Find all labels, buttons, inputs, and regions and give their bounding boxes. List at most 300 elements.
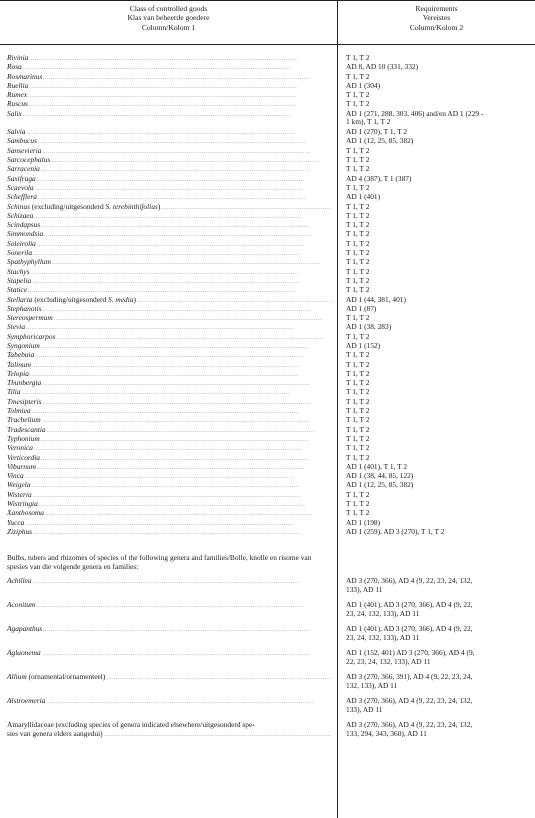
table-row (0, 82, 535, 91)
table-row (0, 165, 535, 174)
table-row (0, 519, 535, 528)
genus-name (7, 323, 25, 331)
table-row (0, 63, 535, 72)
table-row (0, 528, 535, 537)
genus-name (7, 444, 33, 452)
requirement-text: T 1, T 2 (346, 396, 370, 406)
genus-name (7, 649, 41, 657)
requirement-text: AD 1 (304) (346, 80, 381, 90)
requirement-text: 23, 24, 132, 133), AD 11 (346, 608, 420, 618)
requirement-cell (346, 268, 526, 276)
genus-cell (7, 649, 332, 659)
requirement-cell (346, 156, 526, 164)
genus-italic: Allium (7, 672, 27, 682)
genus-name (7, 454, 40, 462)
column-2-number: Column/Kolom 2 (409, 22, 464, 32)
genus-italic: Symphoricarpos (7, 331, 56, 341)
requirement-cell (346, 63, 526, 71)
table-row (0, 184, 535, 193)
genus-name (7, 351, 34, 359)
requirement-text: T 1, T 2 (346, 387, 370, 397)
requirement-cell (346, 697, 526, 714)
genus-italic: Agapanthus (7, 624, 43, 634)
requirement-cell (346, 673, 526, 690)
genus-italic: Tilia (7, 387, 21, 397)
table-row (0, 54, 535, 63)
genus-italic: Tradescantia (7, 424, 46, 434)
requirement-text: AD 3 (270, 366, 391), AD 4 (9, 22, 23, 24, (346, 672, 473, 682)
genus-cell (7, 673, 332, 683)
table-row (0, 137, 535, 146)
genus-name (7, 184, 34, 192)
genus-line-2 (7, 730, 332, 740)
requirement-cell (346, 407, 526, 415)
section-spacer (0, 537, 535, 553)
table-row (0, 268, 535, 277)
genera-table (0, 54, 535, 745)
genus-name (7, 175, 36, 183)
table-row (0, 91, 535, 100)
requirement-text: T 1, T 2 (346, 275, 370, 285)
genus-italic: Telopia (7, 368, 29, 378)
genus-name (7, 491, 32, 499)
genus-italic: Schinus (7, 201, 30, 211)
genus-qualifier: (ornamental/ornamenteel) (26, 672, 106, 682)
genus-cell (7, 601, 332, 611)
genus-name (7, 500, 38, 508)
table-row (0, 407, 535, 416)
requirement-cell (346, 601, 526, 618)
column-1-title-af: Klas van beheerde goedere (127, 13, 210, 23)
table-row (0, 481, 535, 490)
table-row (0, 416, 535, 425)
genus-name (7, 528, 32, 536)
requirement-cell (346, 314, 526, 322)
genus-italic: Sarcocephalus (7, 155, 51, 165)
genus-italic: Ruscus (7, 99, 28, 109)
dot-leader (23, 110, 332, 120)
genus-plain: Amaryllidaceae (7, 720, 54, 730)
requirement-text: T 1, T 2 (346, 489, 370, 499)
genus-name (7, 286, 27, 294)
requirement-cell (346, 351, 526, 359)
genus-name (7, 54, 28, 62)
genus-name (7, 333, 55, 341)
genus-italic: Sonerila (7, 248, 33, 258)
requirement-text: T 1, T 2 (346, 285, 370, 295)
requirement-text: AD 3 (270, 366), AD 4 (9, 22, 23, 24, 132, (346, 576, 473, 586)
dot-leader (106, 673, 332, 683)
requirement-text: AD 1 (401), T 1, T 2 (346, 461, 408, 471)
genus-name (7, 673, 105, 681)
genus-name (7, 165, 40, 173)
genus-name (7, 697, 45, 705)
requirement-cell (346, 147, 526, 155)
genus-continuation: sies van genera elders aangedui) (7, 728, 103, 738)
requirement-cell (346, 333, 526, 341)
requirement-cell (346, 435, 526, 443)
requirement-text: T 1, T 2 (346, 499, 370, 509)
genus-italic: Aconitum (7, 600, 36, 610)
requirement-cell (346, 388, 526, 396)
column-1-number: Column/Kolom 1 (141, 22, 196, 32)
requirement-text: T 1, T 2 (346, 424, 370, 434)
genus-italic: Xanthosoma (7, 508, 44, 518)
requirement-cell (346, 128, 526, 136)
genus-cell-multiline (7, 721, 332, 740)
requirement-text: T 1, T 2 (346, 145, 370, 155)
requirement-cell (346, 54, 526, 62)
table-row (0, 379, 535, 388)
table-row (0, 435, 535, 444)
genus-italic: Simmondsia (7, 229, 44, 239)
table-row (0, 601, 535, 625)
genus-italic: Salvia (7, 127, 26, 137)
genus-name (7, 82, 28, 90)
genus-italic: Sarracenia (7, 164, 40, 174)
requirement-cell (346, 249, 526, 257)
requirement-text: T 1, T 2 (346, 210, 370, 220)
table-row (0, 333, 535, 342)
requirement-cell (346, 398, 526, 406)
dot-leader (104, 730, 332, 740)
requirement-text: T 1, T 2 (346, 331, 370, 341)
requirement-text: T 1, T 2 (346, 155, 370, 165)
genus-name (7, 577, 32, 585)
genus-name (7, 137, 37, 145)
genus-italic: Schefflera (7, 192, 37, 202)
table-row (0, 388, 535, 397)
requirement-cell (346, 91, 526, 99)
requirement-cell (346, 221, 526, 229)
dot-leader (36, 601, 332, 611)
genus-italic: Viburnum (7, 461, 37, 471)
requirement-text: T 1, T 2 (346, 368, 370, 378)
genus-name (7, 147, 41, 155)
requirement-cell (346, 286, 526, 294)
genus-excluded-species: S. media (108, 294, 134, 304)
requirement-cell (346, 625, 526, 642)
requirement-text: AD 4 (387), T 1 (387) (346, 173, 412, 183)
genus-cell (7, 721, 332, 740)
genus-name (7, 73, 42, 81)
requirement-text: AD 1 (401) (346, 192, 381, 202)
genus-italic: Rosmarinus (7, 71, 43, 81)
requirement-text: AD 1 (152, 401) AD 3 (270, 366), AD 4 (9, (346, 648, 475, 658)
requirement-text: T 1, T 2 (346, 508, 370, 518)
requirement-text: 133), AD 11 (346, 704, 383, 714)
column-1-title-en: Class of controlled goods (129, 4, 208, 13)
genus-italic: Scindapsus (7, 220, 41, 230)
genus-italic: Tmesipteris (7, 396, 42, 406)
table-row (0, 249, 535, 258)
column-1-header (0, 4, 337, 32)
genus-name (7, 212, 33, 220)
requirement-text: 22, 23, 24, 132, 133), AD 11 (346, 656, 431, 666)
genus-name (7, 296, 136, 304)
genus-italic: Stevia (7, 322, 26, 332)
requirement-text: AD 1 (152) (346, 341, 381, 350)
requirement-text: T 1, T 2 (346, 313, 370, 323)
genus-italic: Trachelium (7, 415, 41, 425)
table-row (0, 73, 535, 82)
genus-excluded-species: S. terebinthifolius (105, 201, 158, 211)
requirement-text: T 1, T 2 (346, 452, 370, 462)
dot-leader (33, 577, 332, 587)
genus-italic: Talinum (7, 359, 31, 369)
genus-name (7, 100, 28, 108)
genus-name (7, 388, 21, 396)
genus-name (7, 268, 30, 276)
requirement-text: AD 8, AD 10 (331, 332) (346, 62, 419, 72)
genus-name (7, 305, 42, 313)
genus-italic: Stereospermum (7, 313, 53, 323)
table-row (0, 491, 535, 500)
dot-leader (33, 528, 332, 538)
requirement-text: T 1, T 2 (346, 164, 370, 174)
requirement-cell (346, 361, 526, 369)
genus-italic: Wisteria (7, 489, 32, 499)
table-row (0, 156, 535, 165)
genus-name (7, 435, 40, 443)
table-row (0, 175, 535, 184)
table-row (0, 230, 535, 239)
requirement-text: T 1, T 2 (346, 266, 370, 276)
requirement-cell (346, 193, 526, 201)
requirement-cell (346, 165, 526, 173)
genus-italic: Spathyphyllum (7, 257, 51, 267)
table-row (0, 296, 535, 305)
genus-italic: Verticordia (7, 452, 40, 462)
genus-cell (7, 577, 332, 587)
genus-italic: Sambucus (7, 136, 37, 146)
genus-name (7, 426, 46, 434)
requirement-cell (346, 277, 526, 285)
genus-italic: Statice (7, 285, 28, 295)
column-2-title-af: Vereistes (422, 13, 451, 23)
requirement-text: T 1, T 2 (346, 229, 370, 239)
table-row (0, 361, 535, 370)
genus-cell (7, 697, 332, 707)
requirement-text: T 1, T 2 (346, 415, 370, 425)
requirement-cell (346, 258, 526, 266)
genus-italic: Tolmiea (7, 406, 31, 416)
genus-italic: Rivinia (7, 53, 29, 62)
requirement-text: T 1, T 2 (346, 201, 370, 211)
genus-italic: Aglaonema (7, 648, 41, 658)
requirement-cell (346, 528, 526, 536)
requirement-text: T 1, T 2 (346, 443, 370, 453)
table-row (0, 444, 535, 453)
requirement-cell (346, 212, 526, 220)
table-row (0, 351, 535, 360)
requirement-text: T 1, T 2 (346, 220, 370, 230)
genus-italic: Typhonium (7, 433, 40, 443)
genus-name (7, 110, 22, 118)
table-row (0, 398, 535, 407)
requirement-text: T 1, T 2 (346, 406, 370, 416)
requirement-text: AD 1 (87) (346, 303, 377, 313)
genus-italic: Ziziphus (7, 526, 33, 536)
genus-name (7, 509, 44, 517)
dot-leader (43, 625, 332, 635)
requirement-text: AD 1 (12, 25, 85, 382) (346, 136, 414, 146)
genus-name (7, 156, 50, 164)
requirement-text: 1 km), T 1, T 2 (346, 117, 391, 127)
genus-name (7, 193, 37, 201)
table-row (0, 323, 535, 332)
requirement-cell (346, 649, 526, 666)
genus-name (7, 63, 22, 71)
table-row (0, 370, 535, 379)
requirement-text: T 1, T 2 (346, 433, 370, 443)
table-row (0, 509, 535, 518)
genus-italic: Stellaria (7, 294, 33, 304)
table-row (0, 203, 535, 212)
genus-qualifier: (excluding/uitgesonderd (30, 201, 106, 211)
requirement-text: AD 1 (259), AD 3 (270), T 1, T 2 (346, 526, 445, 536)
table-row (0, 342, 535, 351)
genus-italic: Tabebuia (7, 350, 35, 360)
requirement-text: T 1, T 2 (346, 359, 370, 369)
dot-leader (46, 697, 332, 707)
header-bottom-border (0, 44, 535, 45)
genus-italic: Stachys (7, 266, 30, 276)
requirement-cell (346, 444, 526, 452)
requirement-cell (346, 305, 526, 313)
requirement-cell (346, 519, 526, 527)
table-top-border (0, 0, 535, 1)
table-row (0, 314, 535, 323)
requirement-cell (346, 240, 526, 248)
genus-name (7, 416, 41, 424)
genus-name (7, 91, 27, 99)
genus-name (7, 128, 25, 136)
genus-italic: Vinca (7, 471, 24, 481)
requirement-cell (346, 73, 526, 81)
table-row (0, 221, 535, 230)
requirement-cell (346, 323, 526, 331)
requirement-text: AD 1 (271, 288, 303, 406) and/en AD 1 (229 - (346, 108, 484, 118)
requirement-text: AD 1 (270), T 1, T 2 (346, 127, 408, 137)
genus-name (7, 463, 36, 471)
genus-italic: Weigela (7, 480, 31, 490)
genus-name (7, 481, 31, 489)
requirement-text: T 1, T 2 (346, 90, 370, 100)
requirement-text: AD 1 (38, 44, 85, 122) (346, 471, 414, 481)
genus-italic: Sansevieria (7, 145, 42, 155)
requirement-text: T 1, T 2 (346, 182, 370, 192)
genus-name (7, 601, 35, 609)
genus-italic: Alstroemeria (7, 696, 46, 706)
genus-italic: Stapelia (7, 275, 32, 285)
genus-cell (7, 110, 332, 120)
table-row (0, 697, 535, 721)
table-row (0, 258, 535, 267)
genus-name (7, 342, 40, 350)
genus-italic: Wistringia (7, 499, 38, 509)
genus-italic: Ruellia (7, 80, 29, 90)
requirement-cell (346, 509, 526, 517)
requirement-text: AD 1 (44, 381, 401) (346, 294, 406, 304)
genus-name (7, 361, 31, 369)
genus-italic: Thunbergia (7, 378, 42, 388)
column-2-title-en: Requirements (415, 4, 458, 13)
requirement-cell (346, 230, 526, 238)
genus-name (7, 519, 24, 527)
table-row (0, 305, 535, 314)
table-row (0, 110, 535, 128)
table-row (0, 673, 535, 697)
genus-name (7, 249, 32, 257)
requirement-text: T 1, T 2 (346, 257, 370, 267)
requirement-cell (346, 472, 526, 480)
table-row (0, 147, 535, 156)
genus-name (7, 221, 40, 229)
genus-italic: Veronica (7, 443, 33, 453)
requirement-cell (346, 426, 526, 434)
table-row (0, 128, 535, 137)
genus-name (7, 203, 160, 211)
requirement-cell (346, 416, 526, 424)
genus-italic: Rosa (7, 62, 22, 72)
genus-italic: Yucca (7, 517, 25, 527)
genus-name (7, 240, 36, 248)
genus-qualifier: (excluding/uitgesonderd (32, 294, 108, 304)
requirement-text: 132, 133), AD 11 (346, 680, 398, 690)
genus-italic: Scaevola (7, 182, 34, 192)
genus-italic: Soleirolia (7, 238, 36, 248)
requirement-text: AD 1 (12, 25, 85, 382) (346, 480, 414, 490)
genus-name (7, 277, 31, 285)
requirement-text: 23, 24, 132, 133), AD 11 (346, 632, 420, 642)
requirement-cell (346, 184, 526, 192)
requirement-cell (346, 203, 526, 211)
requirement-cell (346, 137, 526, 145)
genus-name (7, 314, 53, 322)
requirement-text: 133), AD 11 (346, 584, 383, 594)
genus-cell (7, 625, 332, 635)
requirement-cell (346, 296, 526, 304)
genus-qualifier-end: ) (133, 294, 136, 304)
genus-cell (7, 528, 332, 538)
table-row (0, 454, 535, 463)
genus-italic: Schizaea (7, 210, 34, 220)
requirement-text: T 1, T 2 (346, 99, 370, 109)
bulbs-section-heading: Bulbs, tubers and rhizomes of species of the following genera and families/Bolle, knolle en risome van spesies van die volgende genera en families: (7, 553, 312, 572)
table-row (0, 649, 535, 673)
requirement-cell (346, 379, 526, 387)
table-row (0, 577, 535, 601)
dot-leader (42, 649, 332, 659)
requirement-cell (346, 463, 526, 471)
table-row (0, 625, 535, 649)
genus-italic: Salix (7, 108, 22, 118)
requirement-text: AD 3 (270, 366), AD 4 (9, 22, 23, 24, 132, (346, 720, 473, 730)
genus-italic: Achillea (7, 576, 32, 586)
column-2-header (338, 4, 535, 32)
genus-italic: Stephanotis (7, 303, 42, 313)
requirement-cell (346, 370, 526, 378)
requirement-text: AD 1 (198) (346, 517, 381, 527)
requirement-text: T 1, T 2 (346, 378, 370, 388)
requirement-text: AD 3 (270, 366), AD 4 (9, 22, 23, 24, 132, (346, 696, 473, 706)
genus-name (7, 370, 29, 378)
requirement-text: AD 1 (401), AD 3 (270, 366), AD 4 (9, 22, (346, 624, 473, 634)
requirement-cell (346, 100, 526, 108)
table-row (0, 721, 535, 745)
requirement-text: 133, 294, 343, 360), AD 11 (346, 728, 427, 738)
